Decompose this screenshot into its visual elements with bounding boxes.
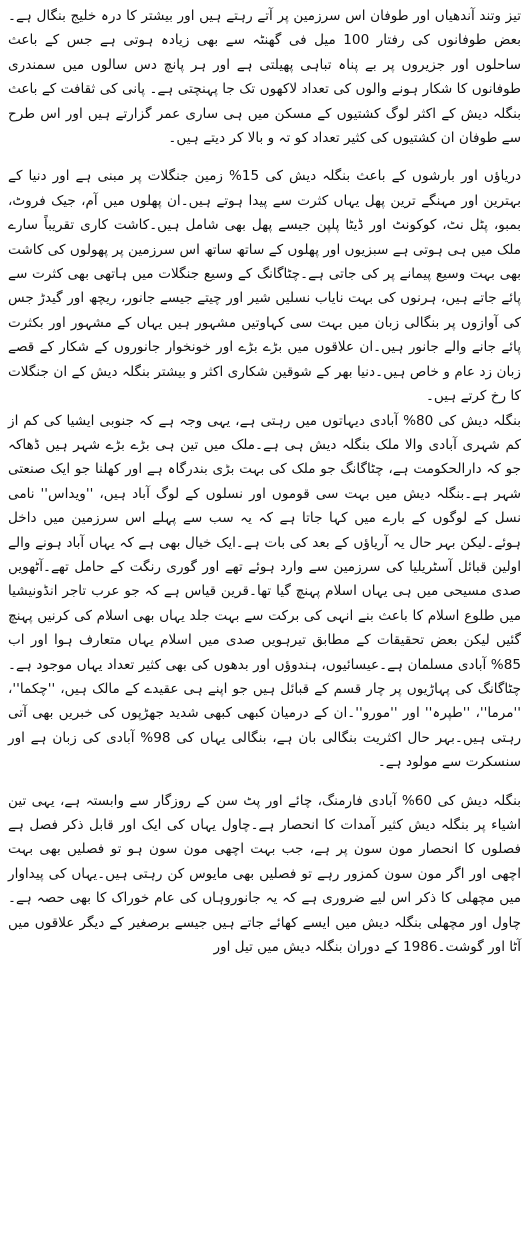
paragraph-economy: بنگلہ دیش کی 60% آبادی فارمنگ، چائے اور پٹ سن کے روزگار سے وابستہ ہے، یہی تین اشیاء پر بنگلہ دیش کثیر آمدات کا انحصار ہے۔چاول یہاں کی ایک اور قابل ذکر فصل ہے فصلوں کا انحصار مون سون پر ہے، جب بہت اچھی مون سون ہو تو فصلیں بھی بہت اچھی اور اگر مون سون کمزور رہے تو فصلیں بھی مایوس کن رہتی ہیں۔یہاں کی پیداوار میں مچھلی کا ذکر اس لیے ضروری ہے کہ یہ جانوروہاں کی عام خوراک کا بھی حصہ ہے۔چاول اور مچھلی بنگلہ دیش میں ایسے کھائے جاتے ہیں جیسے برصغیر کے دیگر علاقوں میں آٹا اور گوشت۔1986 کے دوران بنگلہ دیش میں تیل اور	[8, 792, 521, 956]
paragraph-population-religion: بنگلہ دیش کی 80% آبادی دیہاتوں میں رہتی ہے، یہی وجہ ہے کہ جنوبی ایشیا کی کم از کم شہری آبادی والا ملک بنگلہ دیش ہی ہے۔ملک میں تین ہی بڑے بڑے شہر ہیں ڈھاکہ جو کہ دارالحکومت ہے، چٹاگانگ جو ملک کی بہت بڑی بندرگاہ ہے اور کھلنا جو ایک صنعتی شہر ہے۔بنگلہ دیش میں بہت سی قوموں اور نسلوں کے لوگ آباد ہیں، ''ویداس'' نامی نسل کے لوگوں کے بارے میں کہا جاتا ہے کہ یہ سب سے پہلے اس سرزمین میں داخل ہوئے۔لیکن بہر حال یہ آریاؤں کے بعد کی بات ہے۔ایک خیال بھی ہے کہ یہاں آباد ہونے والے اولین قبائل آسٹریلیا کی سرزمین سے وارد ہوئے تھے اور گوری رنگت کے حامل تھے۔آٹھویں صدی مسیحی میں ہی یہاں اسلام پہنچ گیا تھا۔قرین قیاس ہے کہ جو عرب تاجر انڈونیشیا میں طلوع اسلام کا باعث بنے انہی کی برکت سے بہت جلد یہاں بھی اسلام کی کرنیں پہنچ گئیں لیکن بعض تحقیقات کے مطابق تیرہویں صدی میں اسلام یہاں متعارف ہوا اور اب 85% آبادی مسلمان ہے۔عیسائیوں، ہندوؤں اور بدھوں کی بھی کثیر تعداد یہاں موجود ہے۔چٹاگانگ کی پہاڑیوں پر چار قسم کے قبائل ہیں جو اپنے ہی عقیدے کے مالک ہیں، ''چکما''، ''مرما''، ''طپرہ'' اور ''مورو''۔ان کے درمیان کبھی کبھی شدید جھڑپوں کی خبریں بھی آتی رہتی ہیں۔بہر حال اکثریت بنگالی بان ہے، بنگالی یہاں کی 98% آبادی کی زبان ہے اور سنسکرت سے مولود ہے۔	[8, 412, 522, 771]
paragraph-spacer	[8, 150, 521, 164]
paragraph-forests-wildlife: دریاؤں اور بارشوں کے باعث بنگلہ دیش کی 15% زمین جنگلات پر مبنی ہے اور دنیا کے بہترین اور مہنگے ترین پھل یہاں کثرت سے پیدا ہوتے ہیں۔ان پھلوں میں آم، جیک فروٹ، بمبو، پٹل نٹ، کوکونٹ اور ڈیٹا پلپن جیسے پھل بھی شامل ہیں۔کاشت کاری تقریباً سارے ملک میں ہی ہوتی ہے سبزیوں اور پھلوں کے ساتھ ساتھ اس سرزمین پر پھولوں کی کاشت بھی بہت وسیع پیمانے پر کی جاتی ہے۔چٹاگانگ کے وسیع جنگلات میں ہاتھی بھی کثرت سے پائے جاتے ہیں، ہرنوں کی بہت نایاب نسلیں شیر اور چیتے جیسے جانور، ریچھ اور گیدڑ جس کی آوازوں پر بنگالی زبان میں بہت سی کہاوتیں مشہور ہیں یہاں کے مشہور اور بکثرت پائے جانے والے جانور ہیں۔ان علاقوں میں بڑے بڑے اور خونخوار جانوروں کے شکار کے قصے زبان زد عام و خاص ہیں۔دنیا بھر کے شوقین شکاری اکثر و بیشتر بنگلہ دیش کے ان جنگلات کا رخ کرتے ہیں۔	[8, 168, 521, 405]
paragraph-spacer	[8, 775, 521, 789]
paragraph-storms: تیز وتند آندھیاں اور طوفان اس سرزمین پر آتے رہتے ہیں اور بیشتر کا درہ خلیج بنگال ہے۔بعض طوفانوں کی رفتار 100 میل فی گھنٹہ سے بھی زیادہ ہوتی ہے جس کے باعث ساحلوں اور جزیروں پر بے پناہ تباہی پھیلتی ہے اور ہر پانچ دس سالوں میں سمندری طوفانوں کا شکار ہونے والوں کی تعداد لاکھوں تک جا پہنچتی ہے۔ پانی کی ثقافت کے باعث بنگلہ دیش کے اکثر لوگ کشتیوں کے مسکن میں ہی ساری عمر گزارتے ہیں اور اس طرح سے طوفان ان کشتیوں کی کثیر تعداد کو تہ و بالا کر دیتے ہیں۔	[8, 8, 521, 147]
